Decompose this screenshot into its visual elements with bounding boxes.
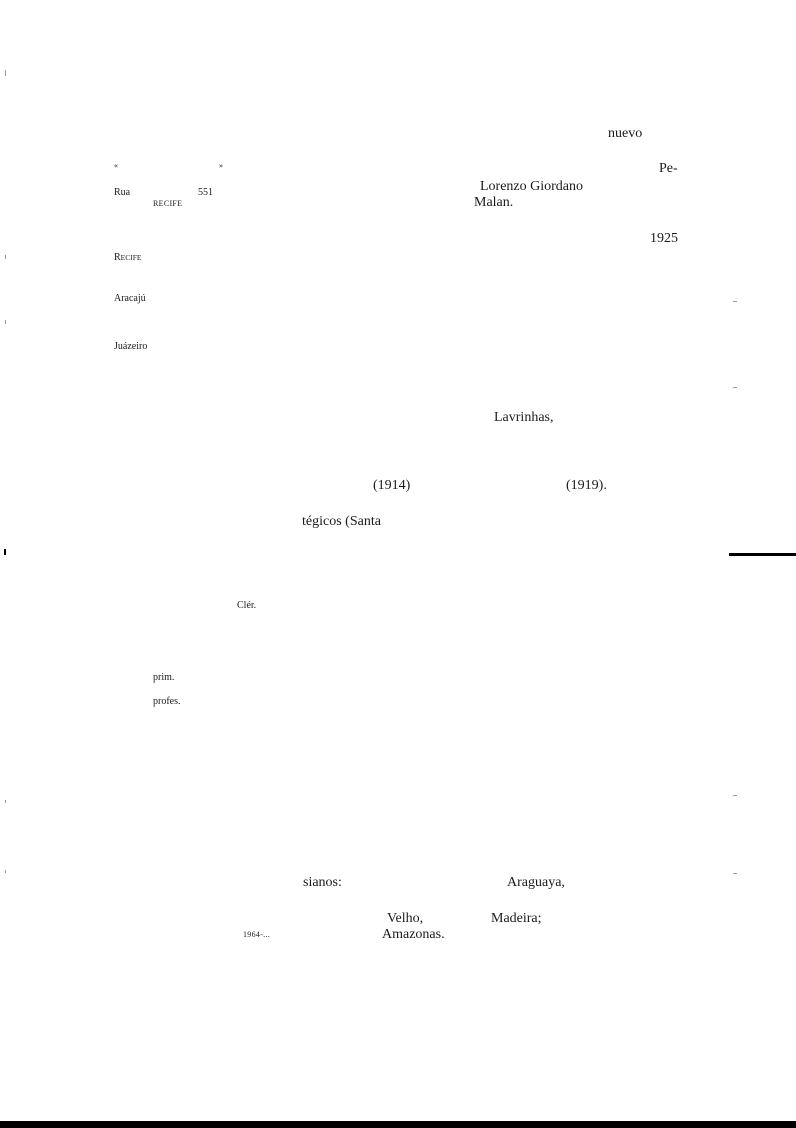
- year-1914: (1914): [373, 478, 411, 493]
- address-city: RECIFE: [153, 199, 183, 208]
- bottom-edge-bar: [0, 1121, 796, 1128]
- name-lorenzo-giordano: Lorenzo Giordano: [480, 179, 584, 194]
- word-pe: Pe-: [659, 161, 678, 176]
- word-nuevo: nuevo: [608, 126, 643, 141]
- right-edge-tick: [733, 301, 737, 302]
- quote-close: »: [219, 161, 224, 170]
- place-lavrinhas: Lavrinhas,: [494, 410, 554, 425]
- city-recife: [114, 248, 142, 264]
- year-1925: 1925: [650, 231, 678, 246]
- place-araguaya: Araguaya,: [507, 875, 565, 890]
- abbrev-prim: prim.: [153, 672, 175, 683]
- city-aracaju: Aracajú: [114, 293, 146, 304]
- city-recife-initial: R: [114, 252, 121, 263]
- right-edge-bar: [729, 553, 796, 556]
- phrase-tegicos-santa: tégicos (Santa: [302, 514, 381, 529]
- address-number: 551: [198, 187, 213, 198]
- year-range: 1964-...: [243, 930, 271, 939]
- abbrev-profes: profes.: [153, 696, 181, 707]
- place-amazonas: Amazonas.: [382, 927, 445, 942]
- right-edge-tick: [733, 873, 737, 874]
- city-recife-rest: ECIFE: [120, 253, 142, 262]
- year-1919: (1919).: [566, 478, 607, 493]
- address-street: Rua: [114, 187, 131, 198]
- place-velho: Velho,: [387, 911, 424, 926]
- quote-open: «: [114, 161, 119, 170]
- name-malan: Malan.: [474, 195, 514, 210]
- abbrev-cler: Clér.: [237, 600, 257, 611]
- right-edge-tick: [733, 387, 737, 388]
- place-madeira: Madeira;: [491, 911, 542, 926]
- right-edge-tick: [733, 795, 737, 796]
- word-sianos: sianos:: [303, 875, 342, 890]
- city-juazeiro: Juázeiro: [114, 341, 148, 352]
